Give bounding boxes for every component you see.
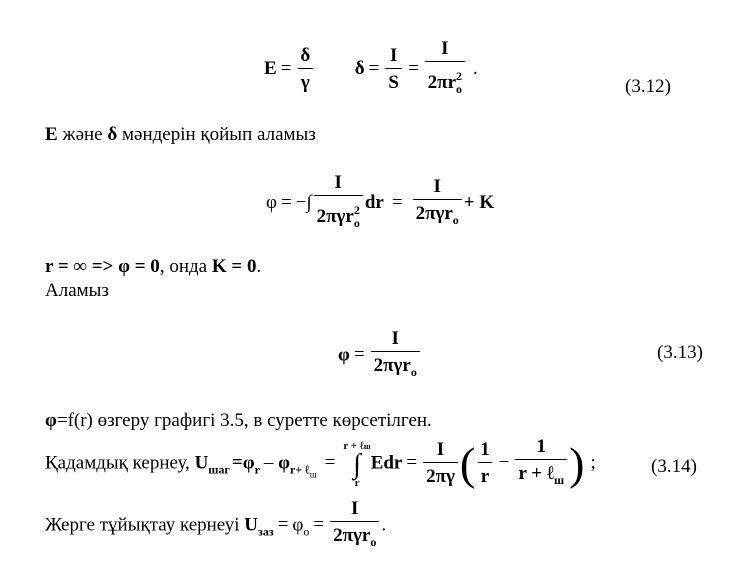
alamyz-line: Аламыз [45, 280, 109, 301]
symbol-E: E [264, 57, 277, 79]
superscript: 2 [353, 203, 360, 217]
Edr: Edr [370, 452, 403, 474]
text: мәндерін қойып аламыз [117, 124, 316, 145]
equals-sign: = [313, 514, 325, 536]
fraction [515, 436, 567, 492]
period: . [256, 256, 262, 277]
denominator [413, 199, 462, 232]
fraction [314, 172, 363, 235]
substitute-line [45, 124, 316, 146]
period: . [381, 514, 387, 536]
fraction-I-S [385, 45, 402, 95]
minus: − [498, 452, 510, 474]
denominator [515, 459, 567, 492]
equals-sign: = [277, 514, 289, 536]
equation-number-3-12: (3.12) [625, 76, 671, 97]
numerator: I [433, 175, 441, 197]
upper-limit-sub: ш [363, 441, 371, 451]
symbol-delta: δ [354, 57, 365, 79]
symbol-phi: φ [292, 514, 304, 536]
numerator: 1 [536, 436, 547, 457]
equals-sign: = [407, 57, 419, 79]
integral [343, 440, 370, 489]
denominator: γ [298, 68, 313, 95]
K-zero: K = 0 [211, 256, 257, 277]
upper-limit: r + ℓ [343, 439, 364, 452]
subscript: заз [258, 524, 274, 539]
symbol-phi: φ [45, 410, 57, 431]
equation-number-3-14: (3.14) [651, 456, 697, 477]
numerator: I [389, 44, 398, 66]
numerator: δ [300, 44, 311, 66]
label: Қадамдық кернеу, [45, 452, 195, 474]
denominator [330, 521, 379, 554]
denominator: S [385, 68, 402, 95]
numerator: I [436, 439, 445, 460]
denominator [425, 61, 465, 101]
text: және [57, 124, 108, 145]
phi-zero: φ = 0 [118, 256, 160, 277]
text: =f(r) өзгеру графигі 3.5, в суретте көрсетілген. [56, 410, 432, 431]
equation-3-13 [338, 328, 422, 384]
symbol-r: r [45, 256, 54, 277]
equals-sign: = [368, 57, 380, 79]
denominator: 2πγ [423, 462, 458, 489]
subscript: o [353, 216, 360, 230]
fraction [413, 176, 462, 232]
label: Жерге тұйықтау кернеуі [45, 514, 245, 536]
equals-sign: = [353, 344, 365, 366]
equals-sign: = [406, 452, 418, 474]
subscript: o [452, 212, 459, 227]
minus-integral: −∫ [295, 191, 312, 213]
symbol-phi: φ [242, 452, 255, 474]
denominator [314, 195, 363, 235]
numerator: I [351, 498, 359, 519]
semicolon: ; [590, 452, 596, 474]
symbol-phi: φ [338, 344, 350, 366]
equation-3-12 [264, 38, 478, 101]
subscript: шаг [208, 462, 230, 477]
graph-line [45, 410, 432, 432]
text: = ∞ => [53, 256, 119, 277]
infinity-line [45, 256, 261, 278]
fraction-delta-gamma [297, 45, 313, 95]
numerator: I [441, 38, 449, 59]
equals-sign: = [280, 191, 292, 213]
subscript: r+ ℓ [290, 462, 310, 477]
symbol-phi: φ [278, 452, 291, 474]
integral-sign: ∫ [353, 448, 361, 480]
equation-ground [45, 498, 386, 554]
dr: dr [364, 191, 384, 213]
subscript: o [303, 524, 310, 539]
denominator [371, 351, 420, 384]
equals-sign: = [231, 452, 243, 474]
subscript: ш [553, 473, 565, 487]
right-paren: ) [569, 438, 585, 489]
numerator: I [391, 328, 399, 349]
equation-phi-integral [266, 172, 494, 235]
equals-sign: = [324, 452, 336, 474]
denominator-text: 2πγr [373, 355, 411, 376]
plus-K: + K [463, 191, 495, 213]
symbol-E: E [45, 124, 58, 145]
minus: – [263, 452, 279, 474]
denominator-text: r + ℓ [518, 463, 554, 484]
fraction [477, 439, 493, 489]
denominator: r [478, 462, 492, 489]
numerator: 1 [480, 439, 490, 460]
fraction [371, 328, 420, 384]
symbol-U: U [194, 452, 209, 474]
symbol-delta: δ [107, 124, 118, 145]
symbol-phi: φ [266, 191, 277, 213]
superscript: 2 [456, 69, 463, 83]
subscript: o [456, 82, 463, 96]
subscript: o [370, 535, 377, 549]
denominator-text: 2πγr [333, 525, 371, 546]
lower-limit: r [354, 476, 360, 489]
sub-subscript: ш [309, 469, 317, 480]
fraction [330, 498, 379, 554]
equation-3-14 [45, 436, 596, 492]
symbol-U: U [244, 514, 259, 536]
equals-sign: = [280, 57, 292, 79]
equation-number-3-13: (3.13) [657, 342, 703, 363]
subscript: o [410, 365, 417, 379]
period: . [473, 57, 478, 79]
denominator-text: 2πr [427, 72, 457, 93]
equals-sign: = [391, 191, 403, 213]
text: , онда [159, 256, 212, 277]
fraction [423, 439, 458, 489]
subscript: r [254, 462, 260, 477]
denominator-text: 2πγr [415, 202, 453, 224]
fraction-I-2pir [425, 38, 465, 101]
numerator: I [334, 172, 342, 193]
denominator-text: 2πγr [316, 206, 354, 227]
left-paren: ( [459, 438, 476, 489]
